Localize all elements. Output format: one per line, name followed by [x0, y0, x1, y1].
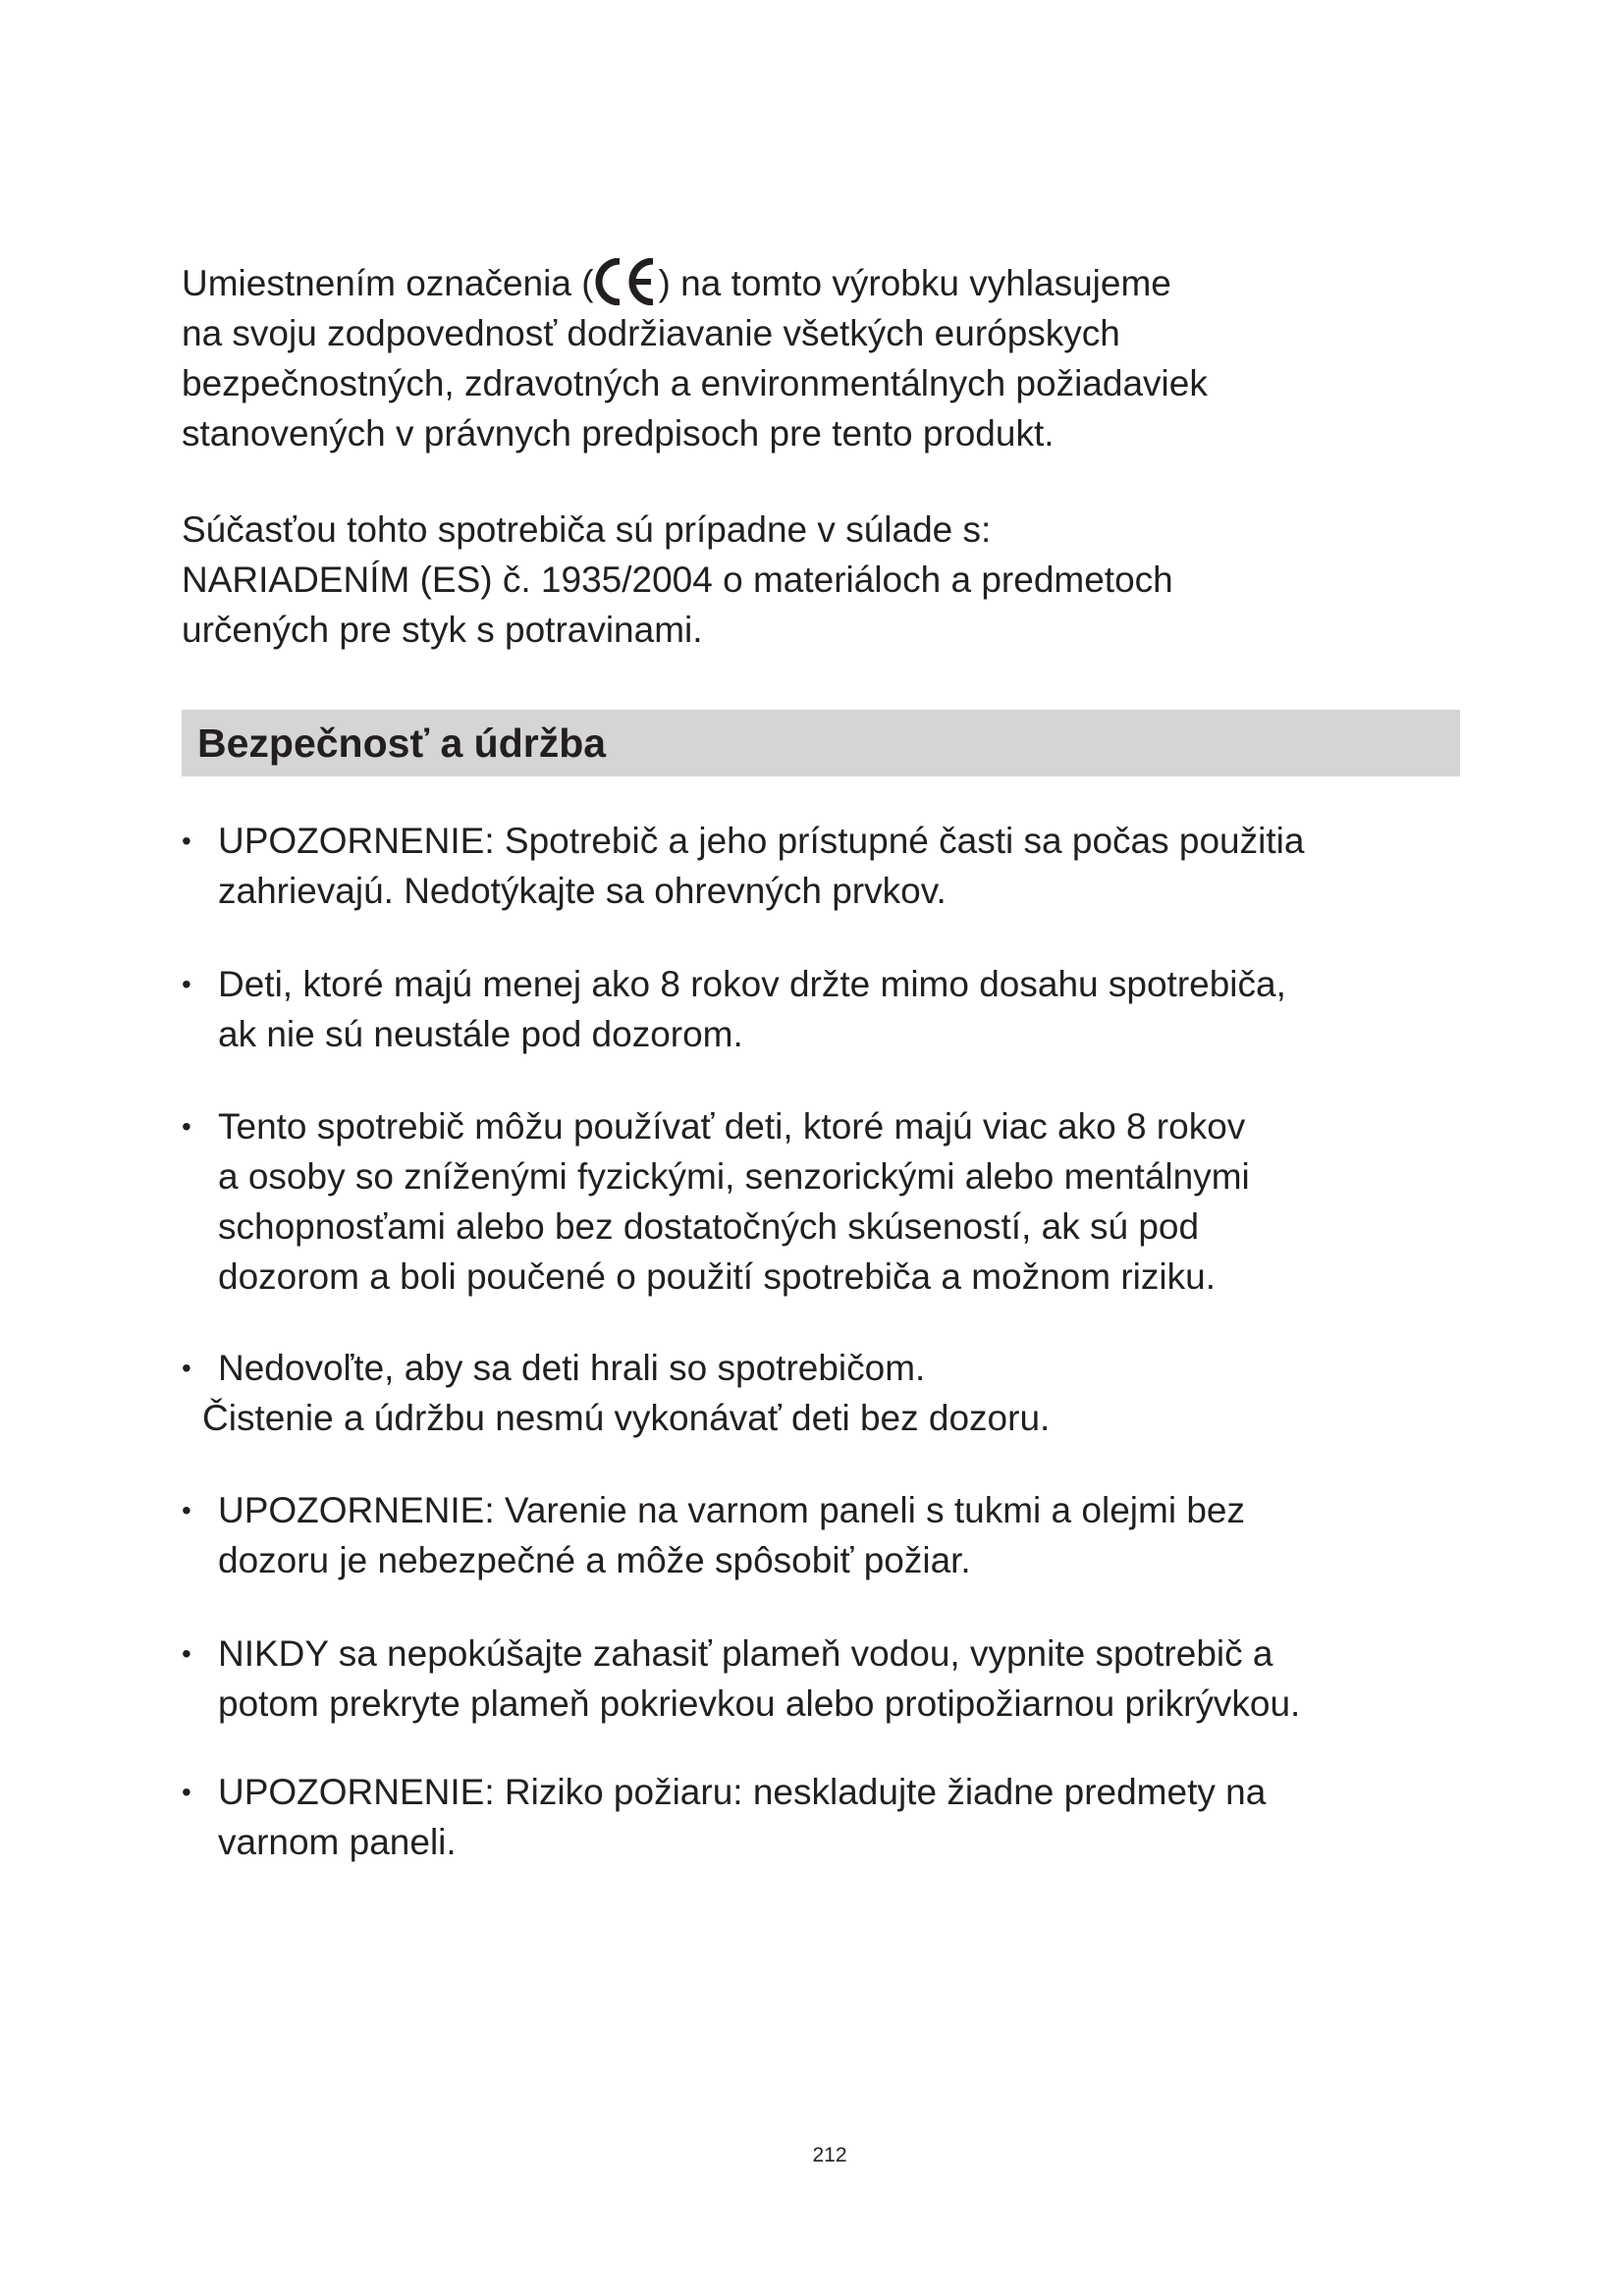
compliance-paragraph	[182, 505, 1478, 655]
bullet-icon: •	[182, 1777, 191, 1807]
bullet-icon: •	[182, 826, 191, 856]
list-item-line: UPOZORNENIE: Varenie na varnom paneli s tukmi a olejmi bez	[218, 1490, 1245, 1530]
list-item-line: potom prekryte plameň pokrievkou alebo protipožiarnou prikrývkou.	[218, 1683, 1301, 1724]
list-item-line: dozorom a boli poučené o použití spotrebiča a možnom riziku.	[218, 1256, 1216, 1297]
section-heading-bar	[182, 710, 1460, 776]
list-item-line: ak nie sú neustále pod dozorom.	[218, 1014, 743, 1054]
bullet-icon: •	[182, 1495, 191, 1525]
list-item-line: dozoru je nebezpečné a môže spôsobiť požiar.	[218, 1540, 971, 1580]
list-item-line: Čistenie a údržbu nesmú vykonávať deti bez dozoru.	[202, 1398, 1051, 1438]
list-item-line: UPOZORNENIE: Riziko požiaru: neskladujte žiadne predmety na	[218, 1772, 1267, 1812]
text-segment: ) na tomto výrobku vyhlasujeme	[658, 263, 1171, 303]
list-item-line: Nedovoľte, aby sa deti hrali so spotrebičom.	[218, 1348, 926, 1388]
list-item	[182, 1343, 1478, 1443]
paragraph-line	[182, 258, 1478, 308]
page-number: 212	[812, 2144, 847, 2166]
section-title: Bezpečnosť a údržba	[197, 721, 607, 766]
paragraph-line: určených pre styk s potravinami.	[182, 610, 703, 650]
bullet-icon: •	[182, 969, 191, 999]
list-item-line: Tento spotrebič môžu používať deti, ktoré majú viac ako 8 rokov	[218, 1106, 1246, 1147]
paragraph-line: na svoju zodpovednosť dodržiavanie všetkých európskych	[182, 313, 1120, 353]
list-item-line: UPOZORNENIE: Spotrebič a jeho prístupné časti sa počas použitia	[218, 821, 1305, 861]
text-segment: Umiestnením označenia (	[182, 263, 594, 303]
list-item	[182, 1485, 1478, 1585]
list-item-line: Deti, ktoré majú menej ako 8 rokov držte mimo dosahu spotrebiča,	[218, 964, 1286, 1004]
list-item	[182, 959, 1478, 1059]
list-item	[182, 1629, 1478, 1729]
bullet-icon: •	[182, 1353, 191, 1383]
list-item-line: schopnosťami alebo bez dostatočných skúseností, ak sú pod	[218, 1206, 1200, 1247]
paragraph-line: NARIADENÍM (ES) č. 1935/2004 o materiáloch a predmetoch	[182, 560, 1173, 600]
list-item	[182, 1767, 1478, 1867]
list-item	[182, 1101, 1478, 1302]
ce-mark-icon	[594, 258, 659, 305]
paragraph-line: stanovených v právnych predpisoch pre tento produkt.	[182, 413, 1055, 454]
list-item-line: zahrievajú. Nedotýkajte sa ohrevných prvkov.	[218, 871, 947, 911]
paragraph-line: Súčasťou tohto spotrebiča sú prípadne v súlade s:	[182, 509, 992, 550]
ce-declaration-paragraph	[182, 258, 1478, 458]
bullet-icon: •	[182, 1111, 191, 1142]
list-item	[182, 816, 1478, 916]
bullet-icon: •	[182, 1638, 191, 1669]
list-item-line: NIKDY sa nepokúšajte zahasiť plameň vodou, vypnite spotrebič a	[218, 1633, 1273, 1674]
list-item-line: a osoby so zníženými fyzickými, senzorickými alebo mentálnymi	[218, 1156, 1250, 1197]
paragraph-line: bezpečnostných, zdravotných a environmentálnych požiadaviek	[182, 363, 1208, 403]
list-item-line: varnom paneli.	[218, 1822, 457, 1862]
